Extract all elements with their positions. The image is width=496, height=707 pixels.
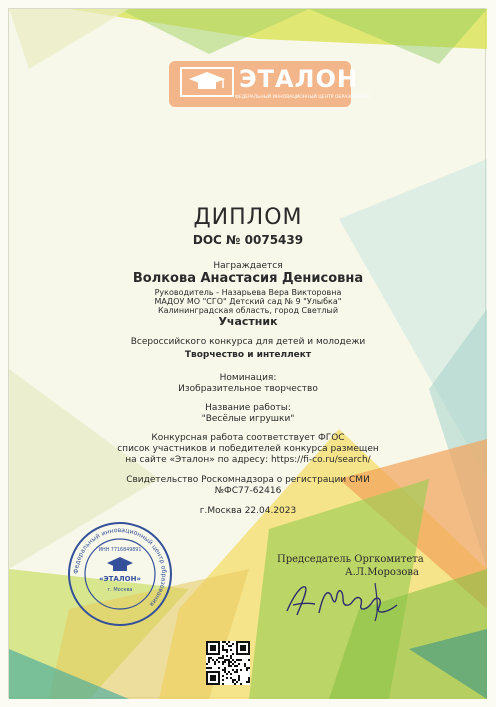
- qr-code-image: [206, 641, 250, 685]
- diploma-sheet: [8, 8, 486, 698]
- chair-title: Председатель Оргкомитета: [277, 554, 424, 565]
- document-number: DOC № 0075439: [192, 233, 304, 247]
- stamp-inn: ИНН 7716849891: [98, 548, 142, 553]
- organization-line: МАДОУ МО "СГО" Детский сад № 9 "Улыбка": [154, 297, 342, 306]
- participant-role: Участник: [218, 315, 278, 328]
- stamp-ring-text: Федеральный инновационный центр образования: [72, 526, 168, 608]
- stamp-center-text: «ЭТАЛОН»: [99, 575, 141, 583]
- chair-name: А.Л.Морозова: [345, 567, 420, 578]
- stamp-city: г. Москва: [107, 587, 133, 593]
- etalon-logo: [169, 61, 370, 107]
- logo-subtitle: ФЕДЕРАЛЬНЫЙ ИННОВАЦИОННЫЙ ЦЕНТР ОБРАЗОВАНИЯ: [235, 95, 370, 100]
- recipient-name: Волкова Анастасия Денисовна: [132, 271, 364, 286]
- region-line: Калининградская область, город Светлый: [157, 306, 339, 315]
- supervisor-line: Руководитель - Назарьева Вера Викторовна: [154, 288, 342, 297]
- fgos-line-2: список участников и победителей конкурса размещен: [117, 444, 379, 454]
- work-title: "Весёлые игрушки": [201, 414, 295, 424]
- city-date: г.Москва 22.04.2023: [199, 506, 297, 516]
- diploma-title: ДИПЛОМ: [193, 205, 303, 230]
- work-title-label: Название работы:: [205, 403, 291, 413]
- awarded-label: Награждается: [213, 261, 283, 271]
- fgos-line-1: Конкурсная работа соответствует ФГОС: [151, 433, 345, 443]
- smi-certificate-number: №ФС77-62416: [214, 486, 282, 496]
- nomination-value: Изобразительное творчество: [178, 384, 318, 394]
- graduation-cap-icon: [179, 66, 235, 98]
- fgos-line-3: на сайте «Эталон» по адресу: https://fi-co.ru/search/: [125, 455, 371, 465]
- nomination-label: Номинация:: [219, 373, 277, 383]
- organization-stamp-image: [67, 521, 173, 627]
- smi-certificate-line: Свидетельство Роскомнадзора о регистрации СМИ: [126, 475, 370, 485]
- contest-line: Всероссийского конкурса для детей и молодежи: [130, 337, 366, 347]
- contest-name: Творчество и интеллект: [184, 350, 312, 360]
- signature-image: [279, 577, 409, 623]
- logo-brand: ЭТАЛОН: [239, 65, 358, 93]
